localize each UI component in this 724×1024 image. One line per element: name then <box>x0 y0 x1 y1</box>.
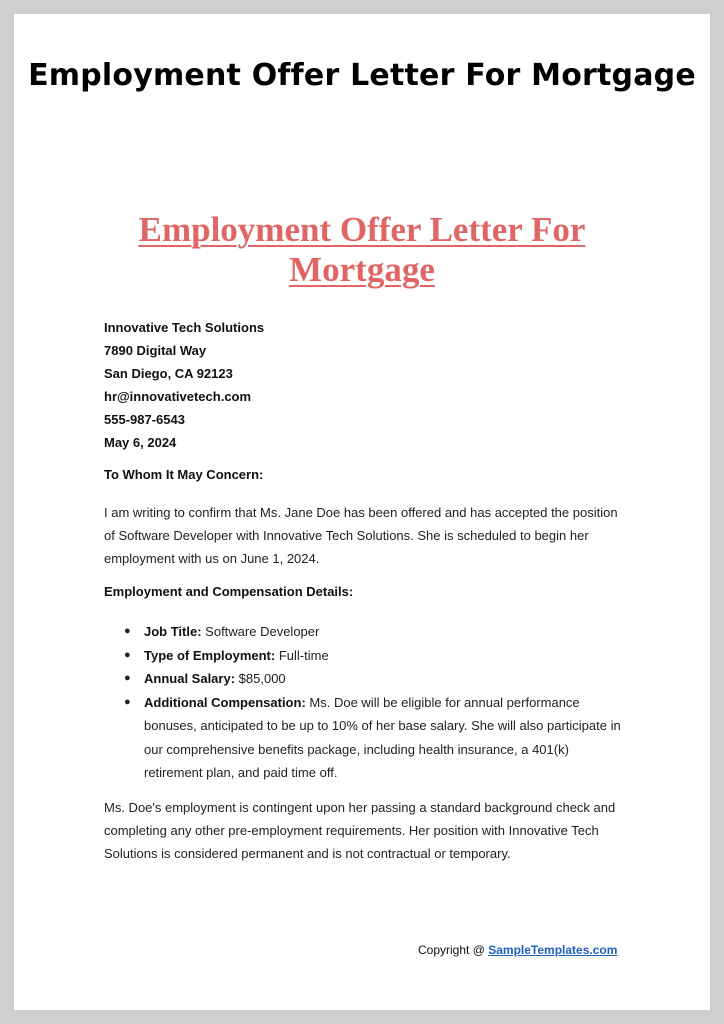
detail-value: Full-time <box>278 647 329 663</box>
detail-value: $85,000 <box>238 671 286 686</box>
list-item <box>104 691 624 785</box>
company-name: Innovative Tech Solutions <box>104 320 265 335</box>
details-heading: Employment and Compensation Details: <box>104 584 354 599</box>
copyright-footer <box>418 943 617 957</box>
detail-label: Annual Salary: <box>144 671 236 686</box>
sender-block <box>104 316 624 454</box>
bullet-icon: ● <box>124 672 131 684</box>
details-list <box>104 620 624 785</box>
banner-title: Employment Offer Letter For Mortgage <box>28 58 696 93</box>
street-address: 7890 Digital Way <box>104 343 207 358</box>
list-item <box>104 667 624 691</box>
bullet-icon: ● <box>124 695 131 708</box>
detail-label: Additional Compensation: <box>144 694 306 710</box>
copyright-text: Copyright @ <box>418 943 485 957</box>
salutation: To Whom It May Concern: <box>104 467 264 482</box>
detail-label: Job Title: <box>144 624 202 639</box>
intro-paragraph: I am writing to confirm that Ms. Jane Doe has been offered and has accepted the position of Software Developer with Innovative Tech Solutions. She is scheduled to begin her employment with us on June 1, 2024. <box>104 505 618 566</box>
list-item <box>104 644 624 668</box>
letter-title: Employment Offer Letter For Mortgage <box>138 210 586 289</box>
copyright-link[interactable]: SampleTemplates.com <box>488 943 618 957</box>
phone: 555-987-6543 <box>104 412 185 427</box>
detail-label: Type of Employment: <box>144 647 276 663</box>
date: May 6, 2024 <box>104 435 177 450</box>
city-state-zip: San Diego, CA 92123 <box>104 366 233 381</box>
closing-paragraph: Ms. Doe's employment is contingent upon her passing a standard background check and completing any other pre-employment requirements. Her position with Innovative Tech Solutions is considered permanent and is not contractual or temporary. <box>104 800 616 861</box>
list-item <box>104 620 624 644</box>
detail-value: Software Developer <box>205 624 320 639</box>
detail-value: Ms. Doe will be eligible for annual performance bonuses, anticipated to be up to 10% of her base salary. She will also participate in our comprehensive benefits package, including health insurance, a 401(k) retirement plan, and paid time off. <box>144 694 621 780</box>
bullet-icon: ● <box>124 648 131 661</box>
email: hr@innovativetech.com <box>104 389 252 404</box>
bullet-icon: ● <box>124 625 131 637</box>
